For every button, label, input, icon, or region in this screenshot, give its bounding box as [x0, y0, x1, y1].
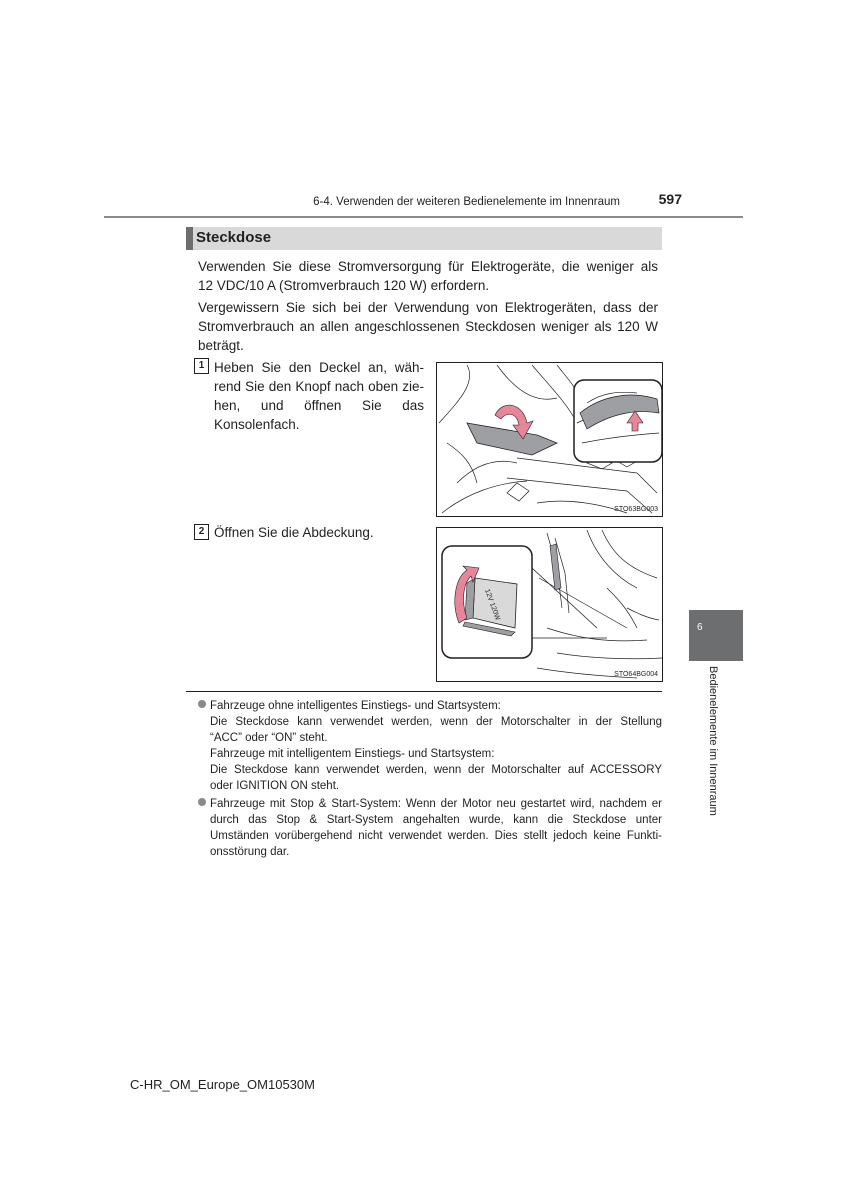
text-line: Heben Sie den Deckel an, wäh-: [214, 360, 424, 375]
socket-illustration: [437, 528, 663, 682]
text-line: Öffnen Sie die Abdeckung.: [214, 525, 374, 540]
text-line: onsstörung dar.: [210, 846, 290, 858]
chapter-number: 6: [697, 622, 703, 633]
socket-rating-label: 12V 120W: [483, 588, 501, 622]
text-line: Verwenden Sie diese Stromversorgung für Elektrogeräte, die weniger als: [198, 259, 658, 274]
text-line: Die Steckdose kann verwendet werden, wenn der Motorschalter in der Stellung: [210, 716, 662, 728]
chapter-label: Bedienelemente im Innenraum: [707, 666, 719, 816]
section-title: Steckdose: [196, 229, 272, 246]
running-header: 6-4. Verwenden der weiteren Bedienelemente im Innenraum: [313, 196, 620, 208]
text-line: “ACC” oder “ON” steht.: [210, 732, 328, 744]
text-line: oder IGNITION ON steht.: [210, 780, 340, 792]
text-line: rend Sie den Knopf nach oben zie-: [214, 379, 424, 394]
step-number-2: 2: [194, 524, 209, 540]
text-line: Fahrzeuge ohne intelligentes Einstiegs- und Startsystem:: [210, 700, 501, 712]
note-2: [198, 796, 662, 860]
text-line: Die Steckdose kann verwendet werden, wenn der Motorschalter auf ACCESSORY: [210, 764, 662, 776]
text-line: 12 VDC/10 A (Stromverbrauch 120 W) erfordern.: [198, 278, 490, 293]
text-line: Fahrzeuge mit Stop & Start-System: Wenn der Motor neu gestartet wird, nachdem er: [210, 798, 662, 810]
figure-socket-cover: [436, 527, 663, 682]
text-line: Konsolenfach.: [214, 417, 300, 432]
console-illustration: [437, 363, 663, 517]
intro-paragraph-1: [198, 257, 658, 295]
notes-divider: [186, 691, 662, 692]
text-line: Vergewissern Sie sich bei der Verwendung von Elektrogeräten, dass der: [198, 300, 658, 315]
text-line: durch das Stop & Start-System angehalten wurde, kann die Steckdose unter: [210, 814, 662, 826]
bullet-icon: [198, 700, 206, 708]
figure-console-compartment: [436, 362, 663, 517]
text-line: hen, und öffnen Sie das: [214, 398, 424, 413]
document-id: C-HR_OM_Europe_OM10530M: [130, 1077, 315, 1092]
page-number: 597: [658, 191, 682, 207]
figure-code: STO64BG004: [614, 671, 658, 678]
text-line: beträgt.: [198, 338, 244, 353]
text-line: Stromverbrauch an allen angeschlossenen Steckdosen weniger als 120 W: [198, 319, 658, 334]
text-line: Fahrzeuge mit intelligentem Einstiegs- und Startsystem:: [210, 748, 495, 760]
step-2-text: [214, 523, 424, 542]
step-1-text: [214, 358, 424, 434]
header-divider: [104, 216, 743, 218]
text-line: Umständen vorübergehend nicht verwendet werden. Dies stellt jedoch keine Funkti-: [210, 830, 662, 842]
figure-code: STO63BG003: [614, 506, 658, 513]
step-number-1: 1: [194, 358, 209, 374]
bullet-icon: [198, 798, 206, 806]
note-1: [198, 698, 662, 794]
chapter-tab: [689, 610, 743, 661]
intro-paragraph-2: [198, 298, 658, 355]
